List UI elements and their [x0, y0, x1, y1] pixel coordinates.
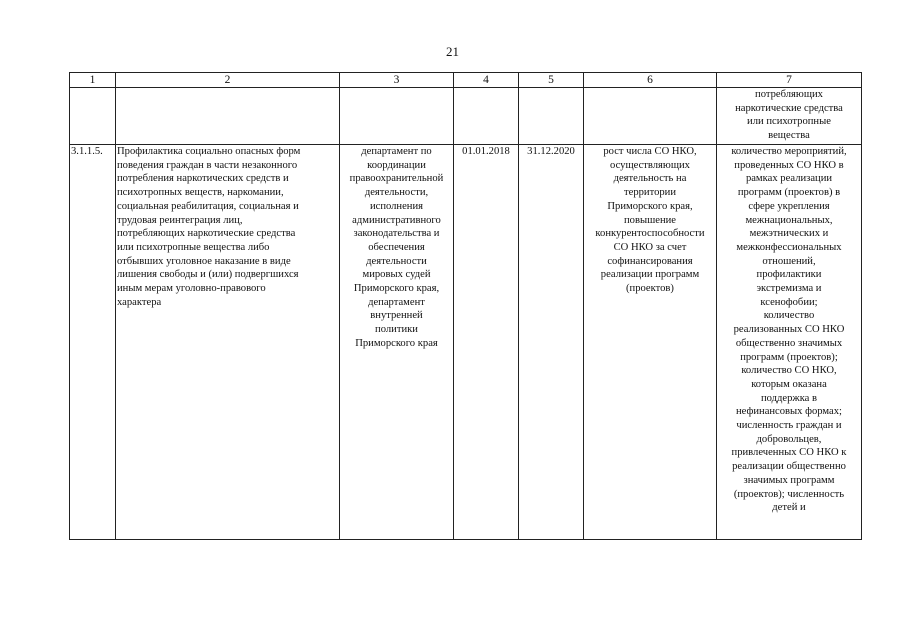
text-line: количество СО НКО, [741, 365, 837, 377]
text-line: законодательства и [353, 228, 440, 240]
indicator-continuation-cell [717, 88, 862, 145]
text-line: или психотропные [747, 116, 831, 128]
column-number-cell: 4 [454, 73, 519, 88]
column-number-row [70, 73, 862, 88]
text-line: потребления наркотических средств и [117, 173, 289, 185]
text-line: межэтнических и [749, 228, 829, 240]
text-line: численность граждан и [736, 420, 842, 432]
column-number-cell: 7 [717, 73, 862, 88]
text-line: обеспечения [368, 241, 425, 253]
text-line: трудовая реинтеграция лиц, [117, 214, 243, 226]
text-line: наркотические средства [735, 102, 843, 114]
text-line: департамент [368, 296, 425, 308]
measure-code-cell: 3.1.1.5. [70, 145, 116, 540]
text-line: правоохранительной [349, 173, 444, 185]
text-line: Приморского края, [607, 200, 693, 212]
indicator-cell [717, 145, 862, 540]
text-line: профилактики [756, 269, 822, 281]
text-line: или психотропные вещества либо [117, 241, 270, 253]
text-line: значимых программ [743, 474, 835, 486]
text-line: софинансирования [607, 255, 693, 267]
text-line: ксенофобии; [760, 296, 818, 308]
text-line: рамках реализации [745, 173, 833, 185]
text-line: иным мерам уголовно-правового [117, 283, 266, 295]
text-line: реализации общественно [732, 461, 846, 473]
text-line: повышение [624, 214, 676, 226]
start-date-cell: 01.01.2018 [454, 145, 519, 540]
text-line: рост числа СО НКО, [603, 146, 697, 157]
empty-cell [454, 88, 519, 145]
column-number-cell: 1 [70, 73, 116, 88]
text-line: координации [367, 159, 426, 171]
text-line: (проектов) [626, 283, 674, 295]
text-line: административного [352, 214, 441, 226]
text-line: (проектов); численность [733, 488, 845, 500]
empty-cell [584, 88, 717, 145]
text-line: сфере укрепления [748, 200, 830, 212]
text-line: добровольцев, [756, 433, 822, 445]
text-line: департамент по [361, 146, 432, 157]
text-line: поведения граждан в части незаконного [117, 159, 298, 171]
text-line: поддержка в [760, 392, 818, 404]
text-line: которым оказана [751, 378, 827, 390]
text-line: потребляющих наркотические средства [117, 228, 296, 240]
column-number-cell: 6 [584, 73, 717, 88]
text-line: количество мероприятий, [731, 146, 847, 157]
empty-cell [340, 88, 454, 145]
text-line: лишения свободы и (или) подвергшихся [117, 269, 299, 281]
text-line: общественно значимых [735, 337, 843, 349]
text-line: деятельность на [613, 173, 687, 185]
text-line: Профилактика социально опасных форм [117, 146, 301, 157]
text-line: Приморского края [355, 337, 438, 349]
page-number: 21 [446, 44, 459, 59]
empty-cell [70, 88, 116, 145]
empty-cell [116, 88, 340, 145]
measure-description-cell [116, 145, 340, 540]
text-line: мировых судей [362, 269, 431, 281]
text-line: отношений, [762, 255, 816, 267]
text-line: экстремизма и [756, 283, 822, 295]
text-line: проведенных СО НКО в [734, 159, 844, 171]
text-line: социальная реабилитация, социальная и [117, 200, 299, 212]
text-line: реализации программ [600, 269, 700, 281]
text-line: вещества [768, 130, 810, 142]
text-line: нефинансовых формах; [735, 406, 842, 418]
text-line: программ (проектов); [740, 351, 838, 363]
text-line: реализованных СО НКО [733, 324, 845, 336]
text-line: характера [117, 296, 162, 308]
text-line: СО НКО за счет [613, 241, 687, 253]
text-line: осуществляющих [610, 159, 690, 171]
expected-result-cell [584, 145, 717, 540]
column-number-cell: 2 [116, 73, 340, 88]
activity-table [69, 72, 862, 540]
measure-row [70, 145, 862, 540]
text-line: программ (проектов) в [737, 187, 841, 199]
text-line: деятельности [366, 255, 427, 267]
text-line: конкурентоспособности [595, 228, 705, 240]
column-number-cell: 5 [519, 73, 584, 88]
text-line: исполнения [369, 200, 424, 212]
end-date-cell: 31.12.2020 [519, 145, 584, 540]
text-line: привлеченных СО НКО к [731, 447, 847, 459]
text-line: потребляющих [755, 89, 823, 100]
text-line: отбывших уголовное наказание в виде [117, 255, 291, 267]
text-line: межконфессиональных [736, 241, 842, 253]
text-line: внутренней [370, 310, 423, 322]
text-line: детей и [772, 502, 806, 514]
continuation-row [70, 88, 862, 145]
column-number-cell: 3 [340, 73, 454, 88]
text-line: деятельности, [364, 187, 429, 199]
empty-cell [519, 88, 584, 145]
text-line: политики [375, 324, 418, 336]
text-line: Приморского края, [353, 283, 440, 295]
text-line: количество [763, 310, 815, 322]
executor-cell [340, 145, 454, 540]
text-line: территории [623, 187, 677, 199]
text-line: межнациональных, [745, 214, 833, 226]
text-line: психотропных веществ, наркомании, [117, 187, 284, 199]
